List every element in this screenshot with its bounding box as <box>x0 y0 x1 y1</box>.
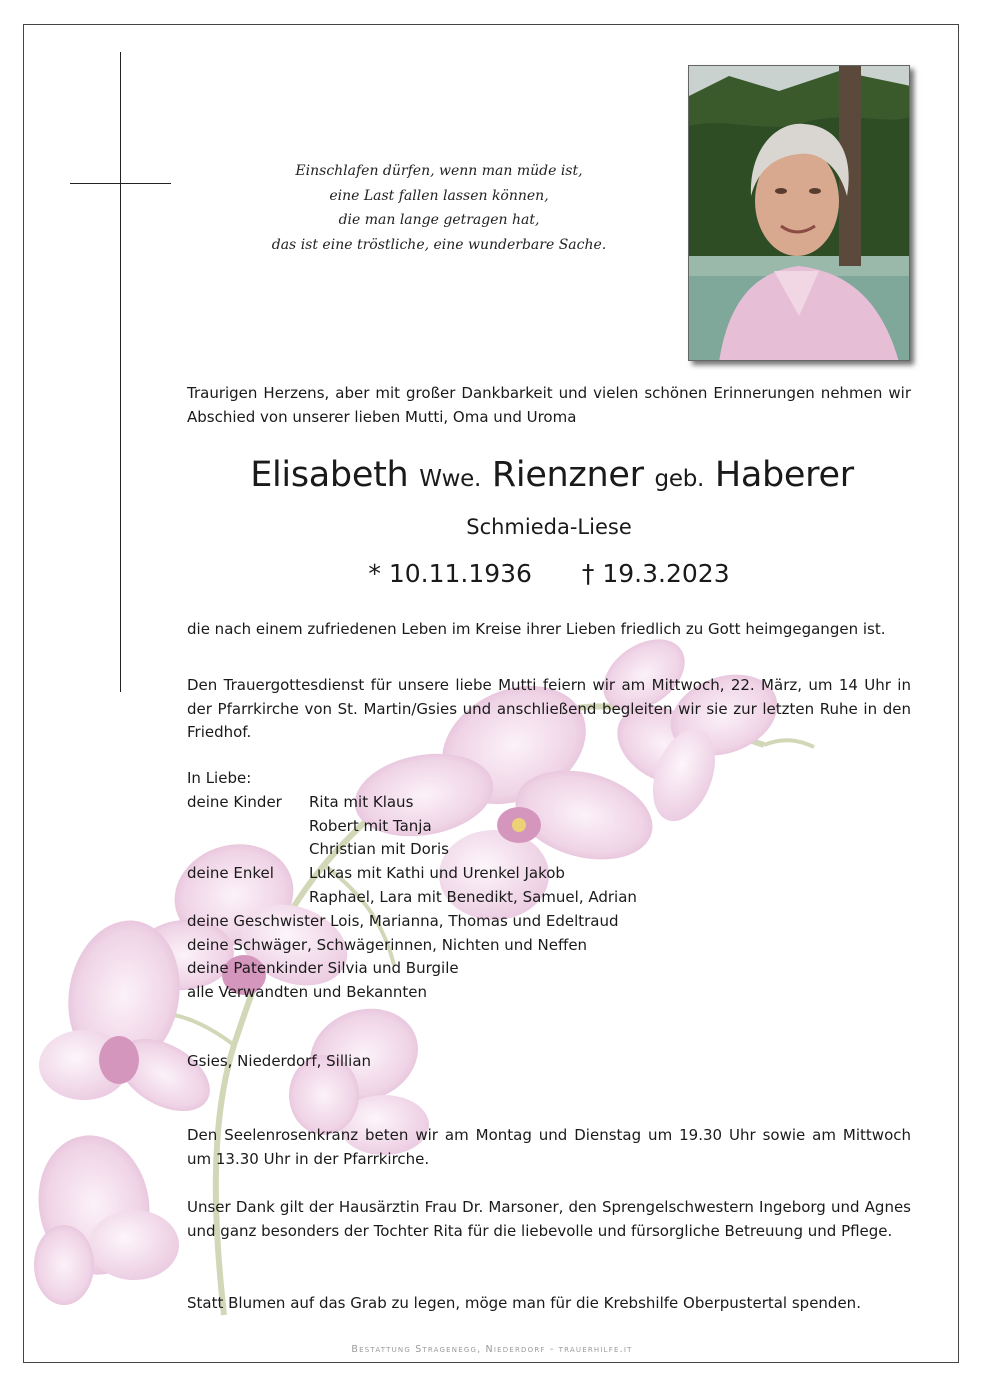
paragraph-thanks: Unser Dank gilt der Hausärztin Frau Dr. Marsoner, den Sprengelschwestern Ingeborg und Agnes und ganz besonders der Tochter Rita für die liebevolle und fürsorgliche Betreuung und Pflege. <box>187 1198 911 1240</box>
family-line: deine Schwäger, Schwägerinnen, Nichten und Neffen <box>187 935 588 954</box>
orchid-flower <box>28 1127 179 1305</box>
family-line: deine Geschwister Lois, Marianna, Thomas und Edeltraud <box>187 911 619 930</box>
paragraph-funeral: Den Trauergottesdienst für unsere liebe Mutti feiern wir am Mittwoch, 22. März, um 14 Uhr in der Pfarrkirche von St. Martin/Gsies und anschließend begleiten wir sie zur letzten Ruhe in den Friedhof. <box>187 676 911 741</box>
family-heading: In Liebe: <box>187 769 252 787</box>
family-row: Christian mit Doris <box>309 840 449 859</box>
family-row: deine Enkel Lukas mit Kathi und Urenkel Jakob <box>187 864 565 883</box>
obituary-card <box>23 24 959 1363</box>
quote-line: die man lange getragen hat, <box>338 212 540 228</box>
widow-abbreviation: Wwe. <box>419 466 482 492</box>
quote-line: Einschlafen dürfen, wenn man müde ist, <box>295 163 583 179</box>
cross-horizontal-bar <box>70 183 171 184</box>
nickname: Schmieda-Liese <box>466 515 632 539</box>
portrait-photo <box>688 65 910 361</box>
cross-vertical-bar <box>120 52 121 692</box>
paragraph-rosary: Den Seelenrosenkranz beten wir am Montag und Dienstag um 19.30 Uhr sowie am Mittwoch um 13.30 Uhr in der Pfarrkirche. <box>187 1126 911 1168</box>
quote-line: eine Last fallen lassen können, <box>329 187 549 204</box>
memorial-quote <box>234 159 644 257</box>
death-date: † 19.3.2023 <box>581 559 730 588</box>
family-list <box>187 767 787 1005</box>
birth-date: * 10.11.1936 <box>368 559 532 588</box>
paragraph-donation: Statt Blumen auf das Grab zu legen, möge man für die Krebshilfe Oberpustertal spenden. <box>187 1294 861 1312</box>
maiden-name: Haberer <box>714 455 854 495</box>
first-name: Elisabeth <box>250 455 409 495</box>
last-name: Rienzner <box>491 455 644 495</box>
family-row: Robert mit Tanja <box>309 816 432 835</box>
places: Gsies, Niederdorf, Sillian <box>187 1052 372 1070</box>
born-abbreviation: geb. <box>654 466 705 492</box>
paragraph-passing: die nach einem zufriedenen Leben im Kreise ihrer Lieben friedlich zu Gott heimgegangen ist. <box>187 620 886 638</box>
footer-credit: Bestattung Stragenegg, Niederdorf - trauerhilfe.it <box>351 1344 633 1355</box>
deceased-name <box>137 455 959 495</box>
family-line: deine Patenkinder Silvia und Burgile <box>187 959 459 978</box>
family-row: deine Kinder Rita mit Klaus <box>187 792 414 811</box>
family-row: Raphael, Lara mit Benedikt, Samuel, Adrian <box>309 887 637 906</box>
quote-line: das ist eine tröstliche, eine wunderbare Sache. <box>271 236 607 253</box>
intro-text: Traurigen Herzens, aber mit großer Dankbarkeit und vielen schönen Erinnerungen nehmen wir Abschied von unserer lieben Mutti, Oma und Uroma <box>187 384 911 426</box>
family-line: alle Verwandten und Bekannten <box>187 983 427 1002</box>
life-dates <box>187 559 911 588</box>
